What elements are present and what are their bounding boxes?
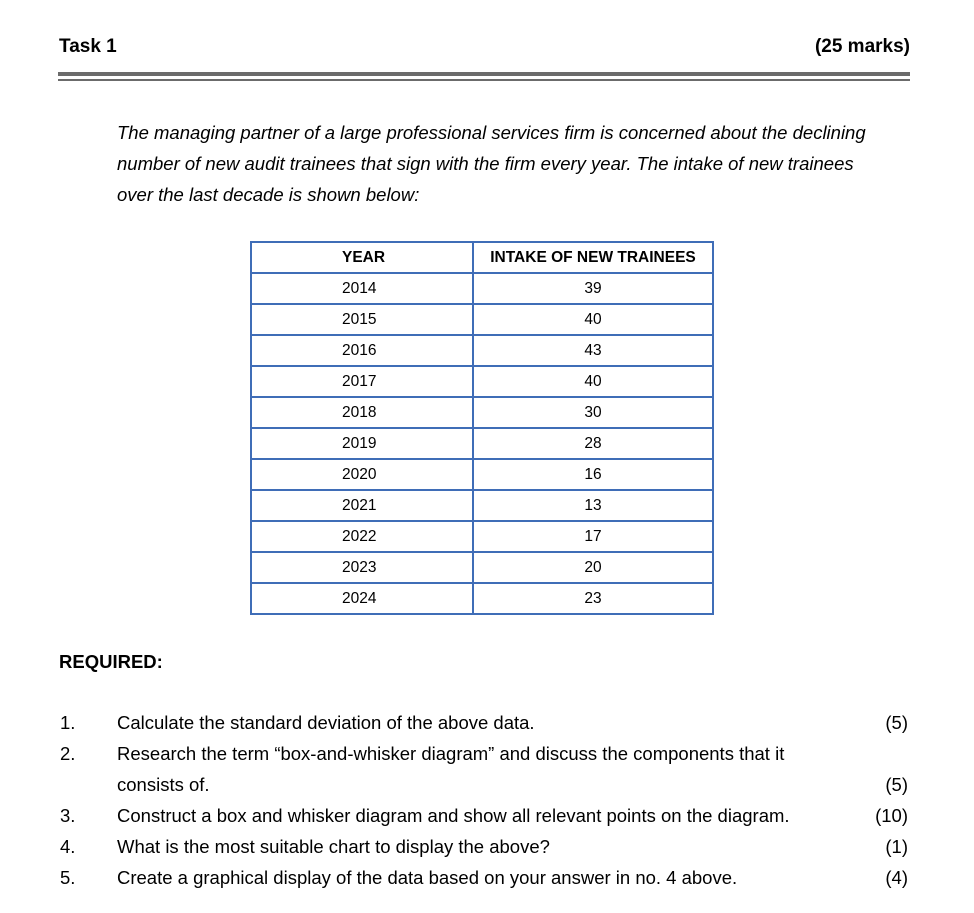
question-5 bbox=[0, 864, 974, 892]
question-marks: (5) bbox=[885, 774, 908, 795]
question-text: Construct a box and whisker diagram and show all relevant points on the diagram. bbox=[117, 805, 790, 826]
header-rule bbox=[58, 72, 910, 76]
table-row bbox=[252, 367, 714, 398]
intake-cell: 30 bbox=[474, 398, 714, 429]
year-cell: 2014 bbox=[252, 274, 474, 305]
question-number: 1. bbox=[60, 712, 76, 733]
table-row bbox=[252, 553, 714, 584]
question-number: 4. bbox=[60, 836, 76, 857]
question-text: Create a graphical display of the data based on your answer in no. 4 above. bbox=[117, 867, 738, 888]
table-row bbox=[252, 522, 714, 553]
intro-paragraph: The managing partner of a large professional services firm is concerned about the declining number of new audit trainees that sign with the firm every year. The intake of new trainees over the last decade is shown below: bbox=[117, 122, 866, 205]
table-row bbox=[252, 429, 714, 460]
intake-cell: 13 bbox=[474, 491, 714, 522]
intake-cell: 40 bbox=[474, 305, 714, 336]
question-number: 2. bbox=[60, 743, 76, 764]
table-row bbox=[252, 274, 714, 305]
task-marks: (25 marks) bbox=[814, 36, 910, 57]
intake-cell: 28 bbox=[474, 429, 714, 460]
year-cell: 2020 bbox=[252, 460, 474, 491]
question-number: 3. bbox=[60, 805, 76, 826]
table-row bbox=[252, 398, 714, 429]
table-row bbox=[252, 336, 714, 367]
required-heading: REQUIRED: bbox=[59, 651, 163, 672]
question-1 bbox=[0, 709, 974, 737]
table-row bbox=[252, 491, 714, 522]
year-cell: 2016 bbox=[252, 336, 474, 367]
year-cell: 2018 bbox=[252, 398, 474, 429]
table-row bbox=[252, 584, 714, 615]
year-cell: 2017 bbox=[252, 367, 474, 398]
question-number: 5. bbox=[60, 867, 76, 888]
header-intake: INTAKE OF NEW TRAINEES bbox=[474, 243, 714, 274]
year-cell: 2021 bbox=[252, 491, 474, 522]
question-4 bbox=[0, 833, 974, 861]
question-marks: (5) bbox=[885, 712, 908, 733]
question-marks: (10) bbox=[875, 805, 908, 826]
question-marks: (1) bbox=[885, 836, 908, 857]
question-text: What is the most suitable chart to display the above? bbox=[117, 836, 550, 857]
year-cell: 2024 bbox=[252, 584, 474, 615]
table-header-row bbox=[252, 243, 714, 274]
question-2-continued bbox=[0, 771, 974, 799]
table-row bbox=[252, 305, 714, 336]
question-2 bbox=[0, 740, 974, 768]
year-cell: 2015 bbox=[252, 305, 474, 336]
question-marks: (4) bbox=[885, 867, 908, 888]
intake-cell: 17 bbox=[474, 522, 714, 553]
header-year: YEAR bbox=[252, 243, 474, 274]
intake-cell: 23 bbox=[474, 584, 714, 615]
intake-table bbox=[250, 241, 714, 615]
intake-cell: 20 bbox=[474, 553, 714, 584]
table-row bbox=[252, 460, 714, 491]
intake-cell: 40 bbox=[474, 367, 714, 398]
question-3 bbox=[0, 802, 974, 830]
intake-cell: 39 bbox=[474, 274, 714, 305]
year-cell: 2019 bbox=[252, 429, 474, 460]
question-text: Research the term “box-and-whisker diagram” and discuss the components that it bbox=[117, 743, 785, 764]
header-rule-thin bbox=[58, 79, 910, 81]
question-text: Calculate the standard deviation of the above data. bbox=[117, 712, 535, 733]
year-cell: 2023 bbox=[252, 553, 474, 584]
intake-cell: 16 bbox=[474, 460, 714, 491]
intake-cell: 43 bbox=[474, 336, 714, 367]
task-title: Task 1 bbox=[59, 36, 117, 57]
year-cell: 2022 bbox=[252, 522, 474, 553]
question-text: consists of. bbox=[117, 774, 210, 795]
